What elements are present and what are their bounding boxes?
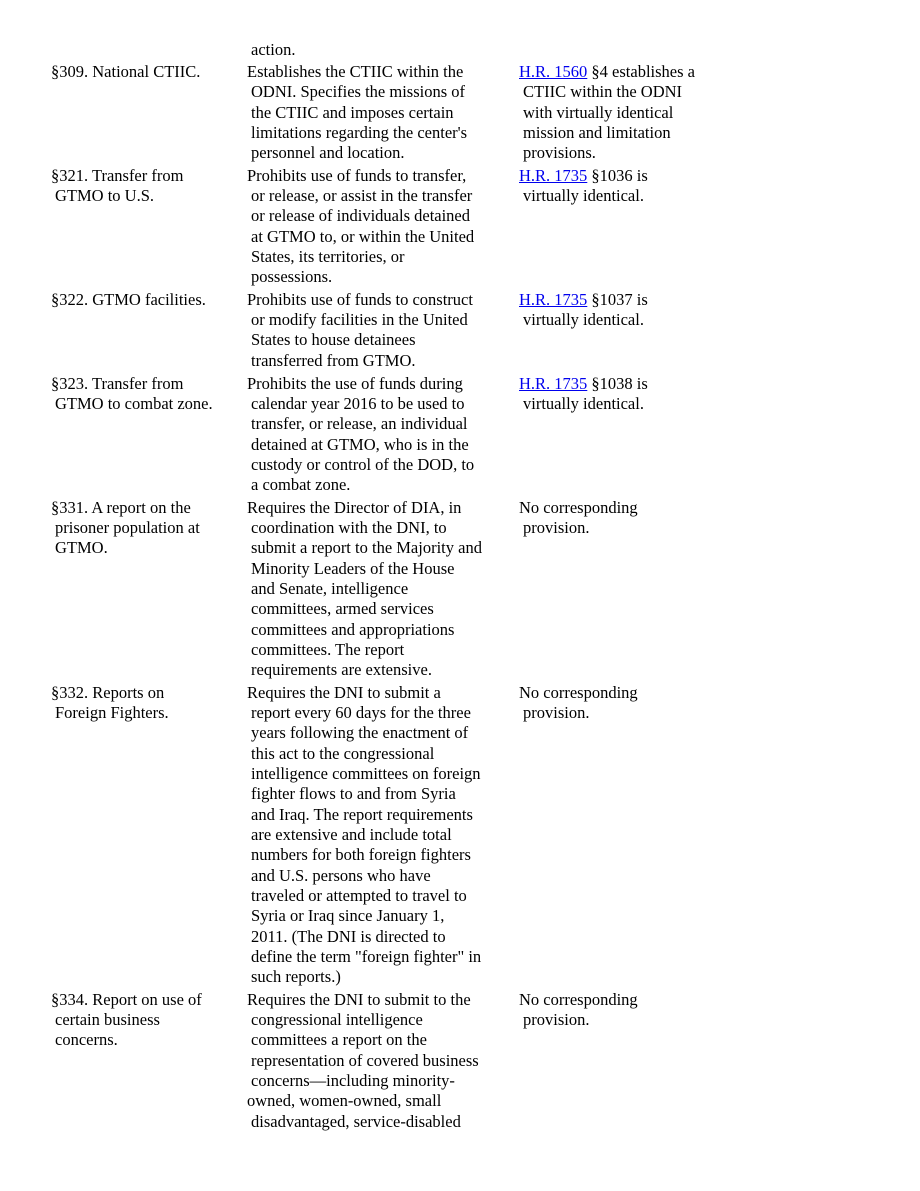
- comparison-line: CTIIC within the ODNI: [523, 82, 683, 101]
- summary-line: Prohibits use of funds to transfer,: [247, 166, 467, 185]
- summary-line: limitations regarding the center's: [251, 123, 468, 142]
- section-title: GTMO.: [55, 538, 108, 557]
- section-title: §309. National CTIIC.: [51, 62, 201, 81]
- section-title: concerns.: [55, 1030, 118, 1049]
- summary-line: action.: [251, 40, 296, 59]
- comparison-line: provision.: [523, 703, 590, 722]
- summary-line: custody or control of the DOD, to: [251, 455, 475, 474]
- hr1560-link[interactable]: H.R. 1560: [519, 62, 588, 81]
- summary-line: committees, armed services: [251, 599, 434, 618]
- hr1735-link[interactable]: H.R. 1735: [519, 166, 588, 185]
- comparison-line: virtually identical.: [523, 186, 644, 205]
- comparison-first-line: [519, 374, 648, 394]
- summary-line: calendar year 2016 to be used to: [251, 394, 465, 413]
- summary-line: at GTMO to, or within the United: [251, 227, 475, 246]
- section-title: §334. Report on use of: [51, 990, 202, 1009]
- summary-line: submit a report to the Majority and: [251, 538, 482, 557]
- summary-line: 2011. (The DNI is directed to: [251, 927, 446, 946]
- summary-line: numbers for both foreign fighters: [251, 845, 471, 864]
- summary-line: requirements are extensive.: [251, 660, 432, 679]
- summary-line: disadvantaged, service-disabled: [251, 1112, 461, 1131]
- summary-line: and Iraq. The report requirements: [251, 805, 473, 824]
- summary-line: Syria or Iraq since January 1,: [251, 906, 445, 925]
- summary-line: Requires the DNI to submit a: [247, 683, 441, 702]
- summary-line: years following the enactment of: [251, 723, 469, 742]
- comparison-line: with virtually identical: [523, 103, 674, 122]
- section-title: GTMO to combat zone.: [55, 394, 213, 413]
- summary-line: Prohibits use of funds to construct: [247, 290, 473, 309]
- hr1735-link[interactable]: H.R. 1735: [519, 290, 588, 309]
- comparison-text: §1037 is: [587, 290, 648, 309]
- comparison-line: No corresponding: [519, 498, 638, 517]
- section-title: Foreign Fighters.: [55, 703, 169, 722]
- summary-line: Requires the Director of DIA, in: [247, 498, 462, 517]
- summary-line: transfer, or release, an individual: [251, 414, 468, 433]
- section-title: prisoner population at: [55, 518, 200, 537]
- summary-line: or release of individuals detained: [251, 206, 471, 225]
- summary-line: transferred from GTMO.: [251, 351, 416, 370]
- summary-line: States, its territories, or: [251, 247, 405, 266]
- comparison-line: No corresponding: [519, 990, 638, 1009]
- comparison-line: virtually identical.: [523, 310, 644, 329]
- summary-line: intelligence committees on foreign: [251, 764, 481, 783]
- comparison-first-line: [519, 290, 648, 310]
- summary-line: report every 60 days for the three: [251, 703, 471, 722]
- summary-line: this act to the congressional: [251, 744, 435, 763]
- section-title: §331. A report on the: [51, 498, 191, 517]
- section-title: §323. Transfer from: [51, 374, 184, 393]
- summary-line: and Senate, intelligence: [251, 579, 409, 598]
- summary-line: a combat zone.: [251, 475, 351, 494]
- section-title: §332. Reports on: [51, 683, 165, 702]
- comparison-line: provision.: [523, 518, 590, 537]
- comparison-text: §1036 is: [587, 166, 648, 185]
- summary-line: and U.S. persons who have: [251, 866, 431, 885]
- summary-line: coordination with the DNI, to: [251, 518, 447, 537]
- summary-line: concerns—including minority-: [251, 1071, 455, 1090]
- summary-line: Establishes the CTIIC within the: [247, 62, 464, 81]
- comparison-first-line: [519, 62, 695, 82]
- comparison-line: provision.: [523, 1010, 590, 1029]
- summary-line: committees and appropriations: [251, 620, 455, 639]
- summary-line: or modify facilities in the United: [251, 310, 468, 329]
- summary-line: traveled or attempted to travel to: [251, 886, 467, 905]
- summary-line: the CTIIC and imposes certain: [251, 103, 454, 122]
- summary-line: ODNI. Specifies the missions of: [251, 82, 466, 101]
- comparison-line: No corresponding: [519, 683, 638, 702]
- section-title: §322. GTMO facilities.: [51, 290, 206, 309]
- summary-line: possessions.: [251, 267, 333, 286]
- summary-line: personnel and location.: [251, 143, 405, 162]
- summary-line: detained at GTMO, who is in the: [251, 435, 469, 454]
- summary-line: congressional intelligence: [251, 1010, 423, 1029]
- comparison-line: provisions.: [523, 143, 596, 162]
- comparison-text: §1038 is: [587, 374, 648, 393]
- summary-line: owned, women-owned, small: [247, 1091, 442, 1110]
- comparison-line: mission and limitation: [523, 123, 671, 142]
- comparison-first-line: [519, 166, 648, 186]
- section-title: §321. Transfer from: [51, 166, 184, 185]
- summary-line: define the term "foreign fighter" in: [251, 947, 482, 966]
- summary-line: States to house detainees: [251, 330, 416, 349]
- section-title: certain business: [55, 1010, 160, 1029]
- summary-line: committees a report on the: [251, 1030, 427, 1049]
- summary-line: or release, or assist in the transfer: [251, 186, 473, 205]
- summary-line: are extensive and include total: [251, 825, 452, 844]
- summary-line: Prohibits the use of funds during: [247, 374, 463, 393]
- summary-line: Requires the DNI to submit to the: [247, 990, 471, 1009]
- comparison-line: virtually identical.: [523, 394, 644, 413]
- summary-line: such reports.): [251, 967, 341, 986]
- summary-line: Minority Leaders of the House: [251, 559, 455, 578]
- section-title: GTMO to U.S.: [55, 186, 155, 205]
- summary-line: committees. The report: [251, 640, 405, 659]
- hr1735-link[interactable]: H.R. 1735: [519, 374, 588, 393]
- summary-line: fighter flows to and from Syria: [251, 784, 456, 803]
- comparison-text: §4 establishes a: [587, 62, 695, 81]
- summary-line: representation of covered business: [251, 1051, 479, 1070]
